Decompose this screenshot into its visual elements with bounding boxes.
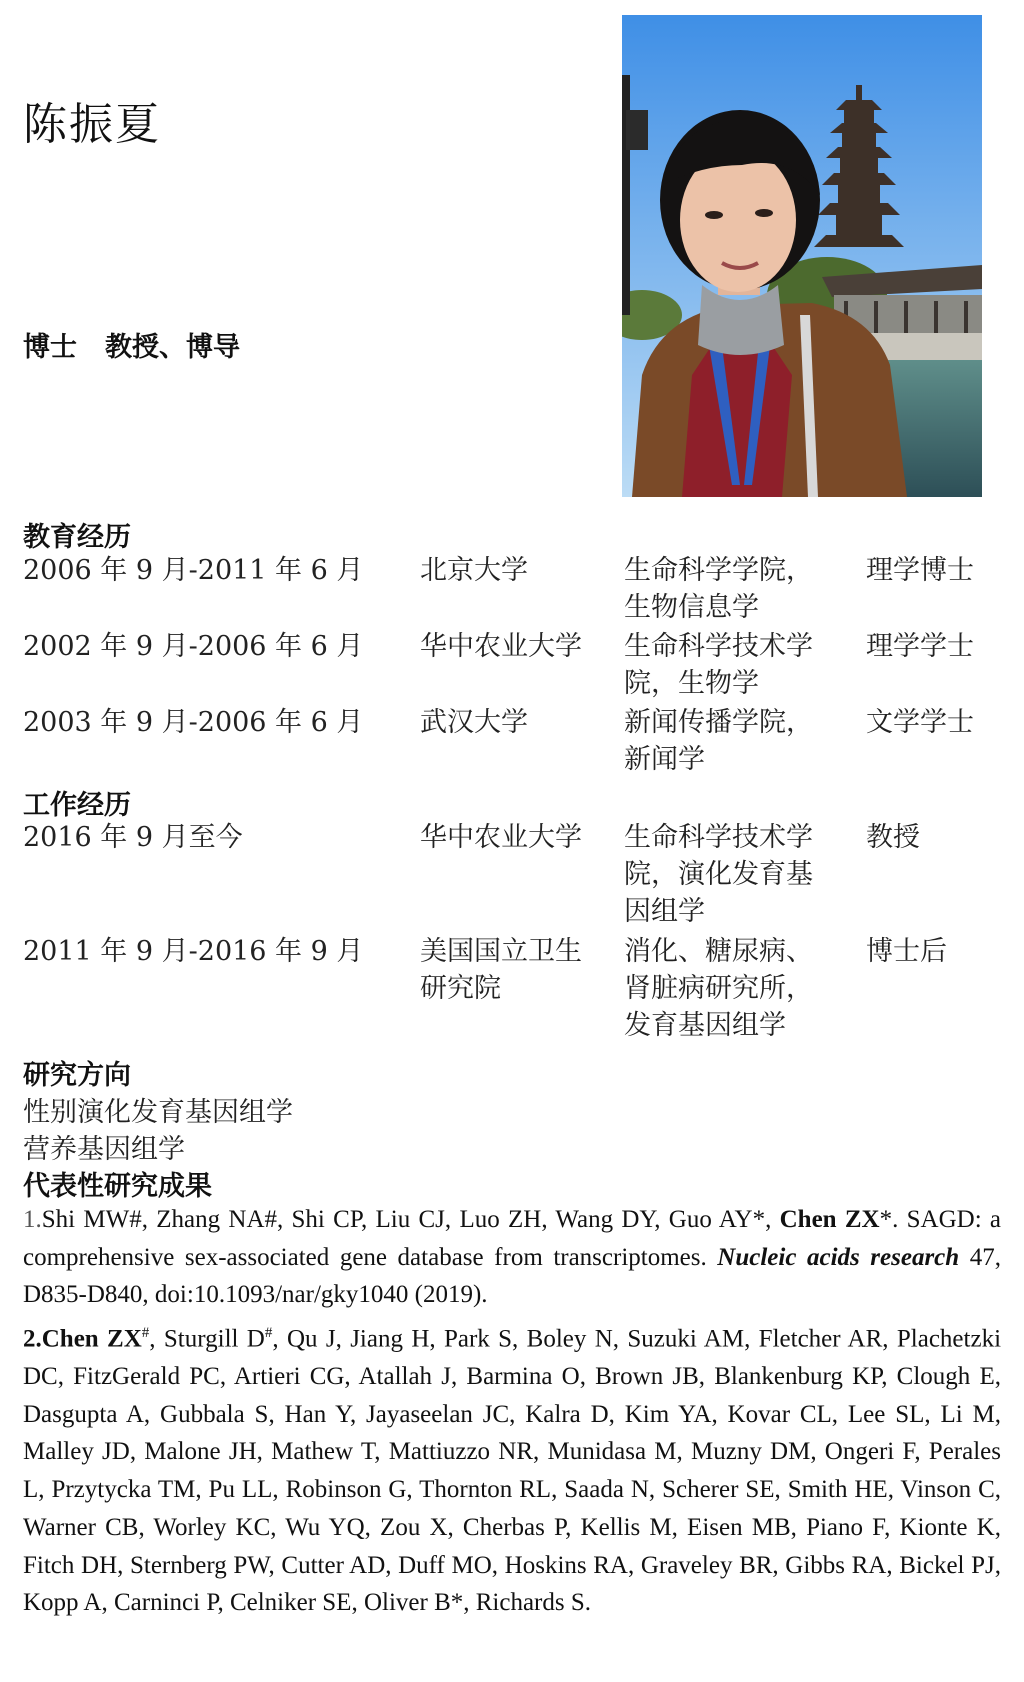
publication-authors: , Sturgill D <box>149 1325 265 1353</box>
publication-2 <box>23 1315 1001 1622</box>
position-label: 教授、博导 <box>105 332 240 363</box>
department-line: 肾脏病研究所， <box>624 973 813 1004</box>
work-role: 教授 <box>866 822 920 853</box>
department-line: 生命科学技术学 <box>624 822 813 853</box>
department-line: 院，演化发育基 <box>624 859 813 890</box>
education-period: 2006 年 9 月-2011 年 6 月 <box>23 555 364 586</box>
department-line: 新闻传播学院， <box>624 707 813 738</box>
education-period: 2002 年 9 月-2006 年 6 月 <box>23 631 364 662</box>
education-degree: 理学学士 <box>866 631 974 662</box>
publication-citation: 47, D835-D840, doi:10.1093/nar/gky1040 (2019). <box>23 1243 1001 1309</box>
education-institution: 华中农业大学 <box>420 631 582 662</box>
work-period: 2011 年 9 月-2016 年 9 月 <box>23 936 364 967</box>
publication-title: *. SAGD: a comprehensive sex-associated gene database from transcriptomes. <box>23 1206 1002 1271</box>
publications-heading: 代表性研究成果 <box>23 1171 212 1202</box>
education-department <box>624 704 829 778</box>
publication-1 <box>23 1201 1001 1314</box>
education-department <box>624 628 829 702</box>
department-line: 消化、糖尿病、 <box>624 936 813 967</box>
publication-author-highlight: Chen ZX <box>779 1206 880 1233</box>
department-line: 因组学 <box>624 896 705 927</box>
education-institution: 北京大学 <box>420 555 528 586</box>
equal-contribution-mark: # <box>141 1325 150 1341</box>
institution-line: 美国国立卫生 <box>420 936 582 967</box>
degree-label: 博士 <box>23 332 77 363</box>
institution-line: 研究院 <box>420 973 501 1004</box>
department-line: 发育基因组学 <box>624 1010 786 1041</box>
department-line: 生命科学学院， <box>624 555 813 586</box>
work-department <box>624 819 829 930</box>
education-degree: 文学学士 <box>866 707 974 738</box>
publication-author-highlight: 2.Chen ZX <box>23 1325 142 1353</box>
education-institution: 武汉大学 <box>420 707 528 738</box>
education-period: 2003 年 9 月-2006 年 6 月 <box>23 707 364 738</box>
work-heading: 工作经历 <box>23 790 131 821</box>
department-line: 生命科学技术学 <box>624 631 813 662</box>
publication-journal: Nucleic acids research <box>717 1243 960 1271</box>
work-department <box>624 933 829 1044</box>
education-department <box>624 552 829 626</box>
work-role: 博士后 <box>866 936 947 967</box>
research-heading: 研究方向 <box>23 1060 131 1091</box>
department-line: 院，生物学 <box>624 668 759 699</box>
work-period: 2016 年 9 月至今 <box>23 822 243 853</box>
publication-number: 1. <box>23 1206 42 1233</box>
person-name: 陈振夏 <box>23 99 161 150</box>
title-line <box>23 325 268 364</box>
publication-authors: , Qu J, Jiang H, Park S, Boley N, Suzuki AM, Fletcher AR, Plachetzki DC, FitzGerald PC, Artieri CG, Atallah J, Barmina O, Brown JB, Blankenburg KP, Clough E, Dasgupta A, Gubbala S, Han Y, Jayaseelan JC, Kalra D, Kim YA, Kovar CL, Lee SL, Li M, Malley JD, Malone JH, Mathew T, Mattiuzzo NR, Munidasa M, Muzny DM, Ongeri F, Perales L, Przytycka TM, Pu LL, Robinson G, Thornton RL, Saada N, Scherer SE, Smith HE, Vinson C, Warner CB, Worley KC, Wu YQ, Zou X, Cherbas P, Kellis M, Eisen MB, Piano F, Kionte K, Fitch DH, Sternberg PW, Cutter AD, Duff MO, Hoskins RA, Graveley BR, Gibbs RA, Bickel PJ, Kopp A, Carninci P, Celniker SE, Oliver B*, Richards S. <box>23 1325 1002 1617</box>
profile-photo <box>622 15 982 497</box>
work-institution <box>420 819 610 856</box>
education-heading: 教育经历 <box>23 522 131 553</box>
institution-line: 华中农业大学 <box>420 822 582 853</box>
department-line: 新闻学 <box>624 744 705 775</box>
publication-authors: Shi MW#, Zhang NA#, Shi CP, Liu CJ, Luo ZH, Wang DY, Guo AY*, <box>41 1206 780 1233</box>
work-institution <box>420 933 610 1007</box>
research-item: 性别演化发育基因组学 <box>23 1097 293 1128</box>
education-degree: 理学博士 <box>866 555 974 586</box>
equal-contribution-mark: # <box>264 1325 273 1341</box>
department-line: 生物信息学 <box>624 592 759 623</box>
research-item: 营养基因组学 <box>23 1134 185 1165</box>
